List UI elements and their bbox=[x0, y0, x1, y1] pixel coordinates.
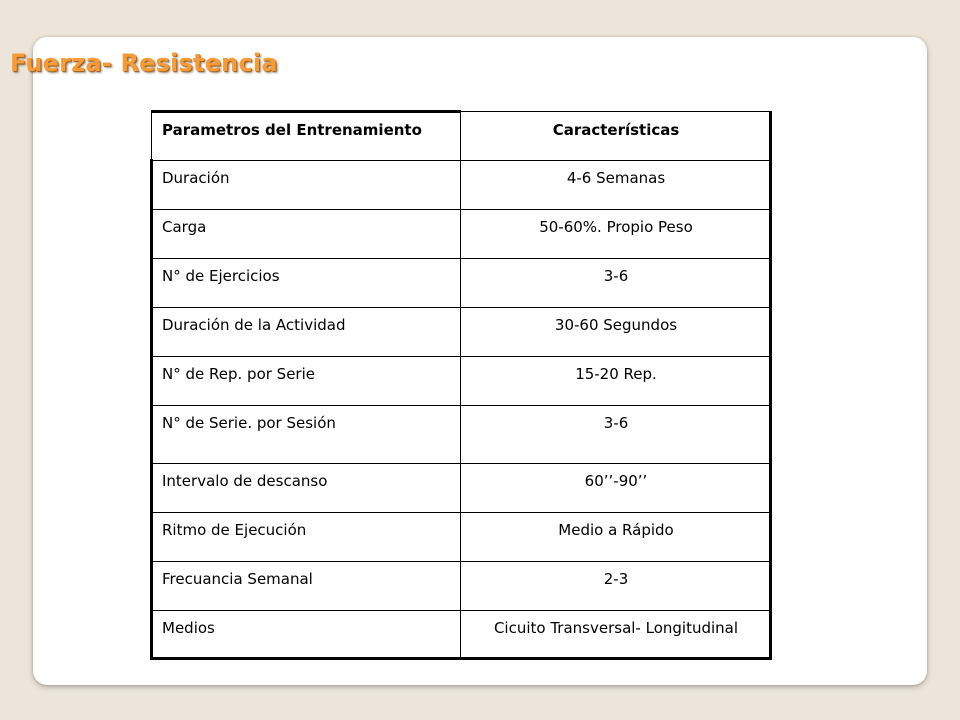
slide-title: Fuerza- Resistencia bbox=[10, 49, 278, 77]
table-border-right bbox=[769, 111, 772, 660]
value-cell: 60’’-90’’ bbox=[461, 464, 772, 513]
parameter-cell: Medios bbox=[152, 611, 461, 660]
table-row bbox=[152, 357, 772, 406]
table-row bbox=[152, 308, 772, 357]
parameter-cell: N° de Serie. por Sesión bbox=[152, 406, 461, 464]
table-border-bottom bbox=[150, 657, 772, 660]
parameter-cell: Duración bbox=[152, 161, 461, 210]
table-border-top bbox=[151, 110, 461, 113]
value-cell: Cicuito Transversal- Longitudinal bbox=[461, 611, 772, 660]
value-cell: 50-60%. Propio Peso bbox=[461, 210, 772, 259]
table-row bbox=[152, 406, 772, 464]
parameter-cell: Duración de la Actividad bbox=[152, 308, 461, 357]
value-cell: 4-6 Semanas bbox=[461, 161, 772, 210]
column-header-parameters: Parametros del Entrenamiento bbox=[152, 112, 461, 161]
table-row bbox=[152, 513, 772, 562]
parameter-cell: Carga bbox=[152, 210, 461, 259]
table-row bbox=[152, 611, 772, 660]
value-cell: 2-3 bbox=[461, 562, 772, 611]
parameter-cell: N° de Ejercicios bbox=[152, 259, 461, 308]
table-row bbox=[152, 259, 772, 308]
table-border-left bbox=[150, 159, 153, 660]
table-row bbox=[152, 161, 772, 210]
table-header-row bbox=[152, 112, 772, 161]
parameter-cell: Frecuancia Semanal bbox=[152, 562, 461, 611]
parameter-cell: N° de Rep. por Serie bbox=[152, 357, 461, 406]
parameters-table bbox=[151, 111, 772, 660]
table-row bbox=[152, 464, 772, 513]
parameters-table-container bbox=[151, 111, 771, 660]
value-cell: 3-6 bbox=[461, 259, 772, 308]
parameter-cell: Intervalo de descanso bbox=[152, 464, 461, 513]
value-cell: 15-20 Rep. bbox=[461, 357, 772, 406]
table-row bbox=[152, 562, 772, 611]
value-cell: Medio a Rápido bbox=[461, 513, 772, 562]
value-cell: 30-60 Segundos bbox=[461, 308, 772, 357]
value-cell: 3-6 bbox=[461, 406, 772, 464]
column-header-characteristics: Características bbox=[461, 112, 772, 161]
parameter-cell: Ritmo de Ejecución bbox=[152, 513, 461, 562]
table-row bbox=[152, 210, 772, 259]
